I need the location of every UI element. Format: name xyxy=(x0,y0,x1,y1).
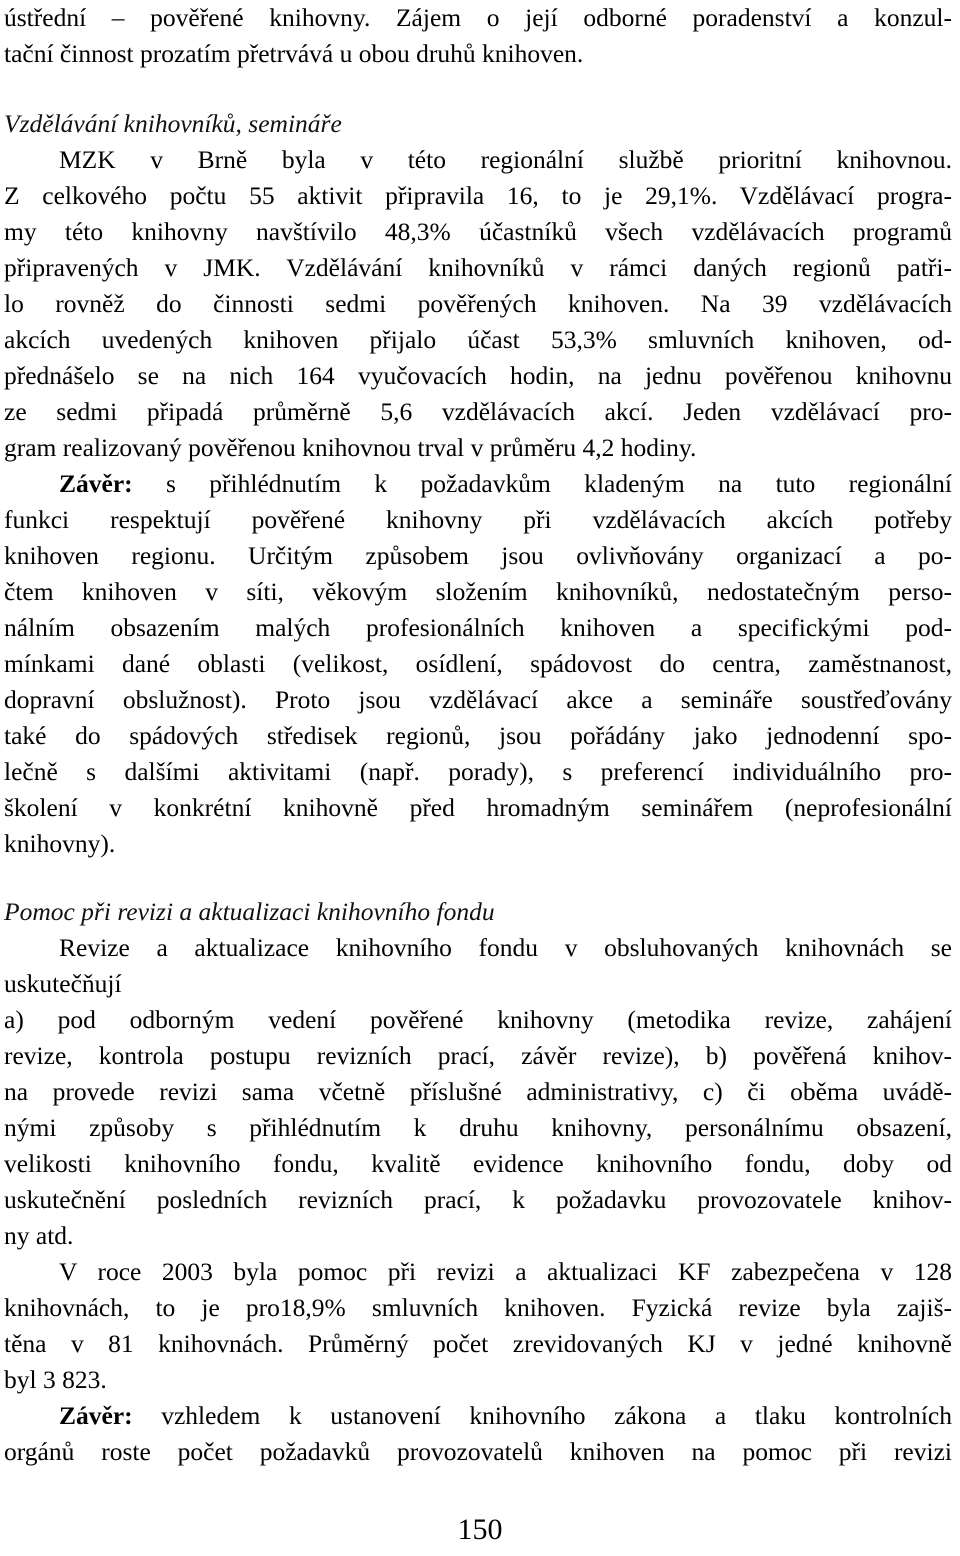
conclusion-label: Závěr: xyxy=(59,1401,133,1430)
paragraph-line: V roce 2003 byla pomoc při revizi a aktualizaci KF zabezpečena v 128 xyxy=(59,1257,952,1286)
paragraph-line: byl 3 823. xyxy=(4,1365,107,1394)
paragraph-line: přednášelo se na nich 164 vyučovacích hodin, na jednu pověřenou knihovnu xyxy=(4,361,952,390)
page-number: 150 xyxy=(457,1513,503,1546)
conclusion-text: vzhledem k ustanovení knihovního zákona a tlaku kontrolních xyxy=(132,1401,952,1430)
paragraph-line: gram realizovaný pověřenou knihovnou trval v průměru 4,2 hodiny. xyxy=(4,433,697,462)
paragraph-line: Revize a aktualizace knihovního fondu v obsluhovaných knihovnách se xyxy=(59,933,952,962)
paragraph-line: na provede revizi sama včetně příslušné administrativy, c) či oběma uvádě- xyxy=(4,1077,952,1106)
section-heading: Pomoc při revizi a aktualizaci knihovního fondu xyxy=(4,897,495,926)
paragraph-line: velikosti knihovního fondu, kvalitě evidence knihovního fondu, doby od xyxy=(4,1149,952,1178)
paragraph-line: dopravní obslužnost). Proto jsou vzdělávací akce a semináře soustřeďovány xyxy=(4,685,952,714)
paragraph-line: uskutečňují xyxy=(4,969,122,998)
paragraph-line: MZK v Brně byla v této regionální službě prioritní knihovnou. xyxy=(59,145,952,174)
paragraph-line: lečně s dalšími aktivitami (např. porady), s preferencí individuálního pro- xyxy=(4,757,952,786)
paragraph-line: také do spádových středisek regionů, jsou pořádány jako jednodenní spo- xyxy=(4,721,952,750)
paragraph-line: knihoven regionu. Určitým způsobem jsou ovlivňovány organizací a po- xyxy=(4,541,952,570)
conclusion-text: s přihlédnutím k požadavkům kladeným na tuto regionální xyxy=(132,469,952,498)
paragraph-line: ze sedmi připadá průměrně 5,6 vzdělávacích akcí. Jeden vzdělávací pro- xyxy=(4,397,952,426)
paragraph-line: revize, kontrola postupu revizních prací, závěr revize), b) pověřená knihov- xyxy=(4,1041,952,1070)
conclusion-line xyxy=(59,466,952,502)
paragraph-line: školení v konkrétní knihovně před hromadným seminářem (neprofesionální xyxy=(4,793,952,822)
conclusion-line xyxy=(59,1398,952,1434)
paragraph-line: orgánů roste počet požadavků provozovatelů knihoven na pomoc při revizi xyxy=(4,1437,952,1466)
paragraph-line: lo rovněž do činnosti sedmi pověřených knihoven. Na 39 vzdělávacích xyxy=(4,289,952,318)
section-heading: Vzdělávání knihovníků, semináře xyxy=(4,109,342,138)
paragraph-line: a) pod odborným vedení pověřené knihovny (metodika revize, zahájení xyxy=(4,1005,952,1034)
paragraph-line: funkci respektují pověřené knihovny při vzdělávacích akcích potřeby xyxy=(4,505,952,534)
paragraph-line: tační činnost prozatím přetrvává u obou druhů knihoven. xyxy=(4,39,584,68)
paragraph-line: ny atd. xyxy=(4,1221,74,1250)
paragraph-line: Z celkového počtu 55 aktivit připravila 16, to je 29,1%. Vzdělávací progra- xyxy=(4,181,952,210)
paragraph-line: mínkami dané oblasti (velikost, osídlení, spádovost do centra, zaměstnanost, xyxy=(4,649,952,678)
paragraph-line: nými způsoby s přihlédnutím k druhu knihovny, personálnímu obsazení, xyxy=(4,1113,952,1142)
paragraph-line: ústřední – pověřené knihovny. Zájem o její odborné poradenství a konzul- xyxy=(4,3,952,32)
paragraph-line: knihovnách, to je pro18,9% smluvních knihoven. Fyzická revize byla zajiš- xyxy=(4,1293,952,1322)
paragraph-line: knihovny). xyxy=(4,829,116,858)
paragraph-line: těna v 81 knihovnách. Průměrný počet zrevidovaných KJ v jedné knihovně xyxy=(4,1329,952,1358)
conclusion-label: Závěr: xyxy=(59,469,133,498)
paragraph-line: nálním obsazením malých profesionálních knihoven a specifickými pod- xyxy=(4,613,952,642)
paragraph-line: čtem knihoven v síti, věkovým složením knihovníků, nedostatečným perso- xyxy=(4,577,952,606)
paragraph-line: my této knihovny navštívilo 48,3% účastníků všech vzdělávacích programů xyxy=(4,217,952,246)
paragraph-line: připravených v JMK. Vzdělávání knihovníků v rámci daných regionů patři- xyxy=(4,253,952,282)
paragraph-line: akcích uvedených knihoven přijalo účast 53,3% smluvních knihoven, od- xyxy=(4,325,952,354)
paragraph-line: uskutečnění posledních revizních prací, k požadavku provozovatele knihov- xyxy=(4,1185,952,1214)
